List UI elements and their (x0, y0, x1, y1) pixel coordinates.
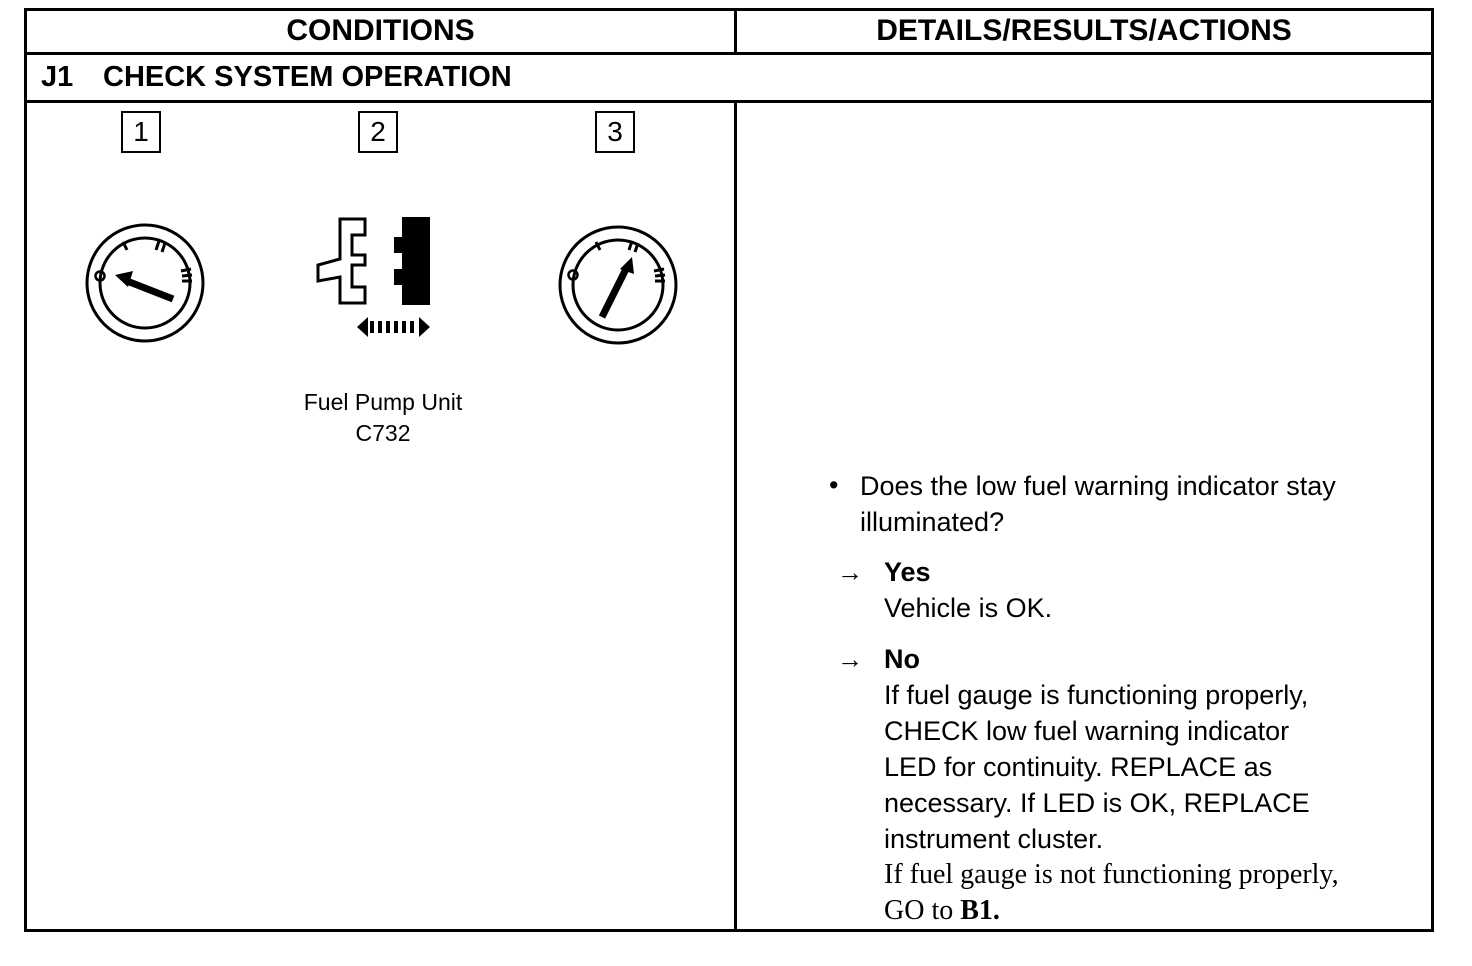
bullet-icon: • (829, 470, 839, 500)
ignition-switch-off-icon (83, 221, 207, 345)
conditions-header: CONDITIONS (27, 11, 737, 55)
connector-caption (253, 387, 513, 449)
arrow-right-icon: → (837, 644, 863, 674)
column-divider (734, 103, 737, 929)
no-line-1: If fuel gauge is functioning properly, (884, 680, 1309, 710)
step-number-3: 3 (595, 111, 635, 153)
connector-disconnect-icon (312, 215, 452, 341)
connector-caption-name: Fuel Pump Unit (303, 389, 463, 415)
go-to-prefix: GO to (884, 895, 961, 926)
no-line-4: necessary. If LED is OK, REPLACE (884, 788, 1310, 818)
details-header: DETAILS/RESULTS/ACTIONS (737, 11, 1431, 55)
no-result (884, 641, 1429, 929)
step-number-2: 2 (358, 111, 398, 153)
go-to-target: B1. (960, 895, 1000, 926)
arrow-right-icon: → (837, 557, 863, 587)
step-title-row (27, 55, 1431, 103)
question-line-1: Does the low fuel warning indicator stay (860, 471, 1336, 501)
no-label: No (884, 644, 920, 674)
yes-result (884, 554, 1424, 626)
connector-caption-id: C732 (355, 420, 411, 446)
no-line-2: CHECK low fuel warning indicator (884, 716, 1290, 746)
diagnostic-table (24, 8, 1434, 932)
no-line-3: LED for continuity. REPLACE as (884, 752, 1273, 782)
step-title: CHECK SYSTEM OPERATION (103, 61, 512, 93)
step-id: J1 (41, 61, 74, 93)
no-line-5: instrument cluster. (884, 824, 1104, 854)
question-text (860, 468, 1420, 540)
no-serif-line-1: If fuel gauge is not functioning properly, (884, 859, 1339, 890)
question-line-2: illuminated? (860, 507, 1005, 537)
yes-text: Vehicle is OK. (884, 593, 1053, 623)
step-number-1: 1 (121, 111, 161, 153)
no-serif-line-2 (884, 893, 1429, 929)
yes-label: Yes (884, 557, 931, 587)
ignition-switch-run-icon (556, 223, 680, 347)
